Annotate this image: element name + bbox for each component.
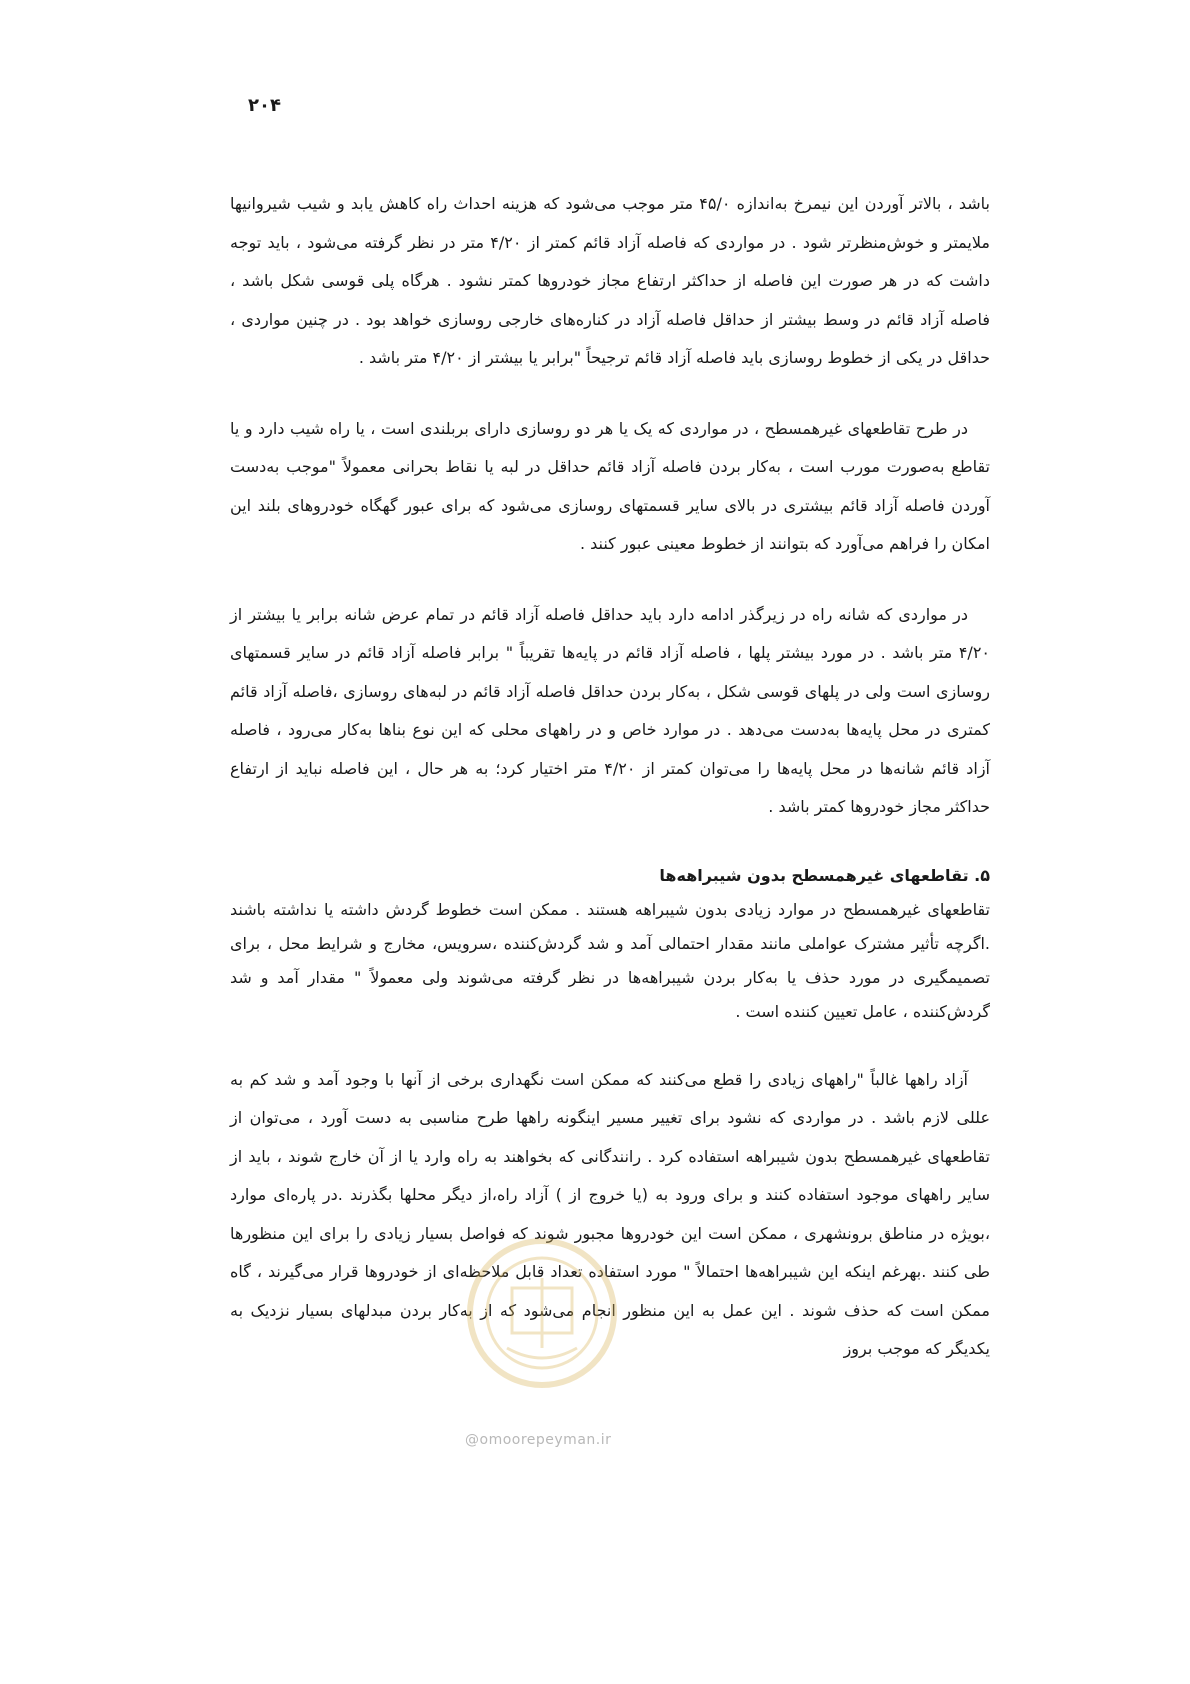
page-number: ۲۰۴ xyxy=(248,95,281,116)
watermark-logo-icon xyxy=(462,1218,622,1408)
paragraph-3: در مواردی که شانه راه در زیرگذر ادامه دارد باید حداقل فاصله آزاد قائم در تمام عرض شانه برابر یا بیشتر از ۴/۲۰ متر باشد . در مورد بیشتر پلها ، فاصله آزاد قائم در پایه‌ها تقریباً " برابر فاصله آزاد قائم در سایر قسمتهای روسازی است ولی در پلهای قوسی شکل ، به‌کار بردن حداقل فاصله آزاد قائم در لبه‌های روسازی ،فاصله آزاد قائم کمتری در محل پایه‌ها به‌دست می‌دهد . در موارد خاص و در راههای محلی که این نوع بناها به‌کار می‌رود ، فاصله آزاد قائم شانه‌ها در محل پایه‌ها را می‌توان کمتر از ۴/۲۰ متر اختیار کرد؛ به هر حال ، این فاصله نباید از ارتفاع حداکثر مجاز خودروها کمتر باشد . xyxy=(230,604,991,816)
paragraph-1: باشد ، بالاتر آوردن این نیمرخ به‌اندازه ۴۵/۰ متر موجب می‌شود که هزینه احداث راه کاهش یابد و شیب شیروانیها ملایمتر و خوش‌منظرتر شود . در مواردی که فاصله آزاد قائم کمتر از ۴/۲۰ متر در نظر گرفته می‌شود ، باید توجه داشت که در هر صورت این فاصله از حداکثر ارتفاع مجاز خودروها کمتر نشود . هرگاه پلی قوسی شکل باشد ، فاصله آزاد قائم در وسط بیشتر از حداقل فاصله آزاد در کناره‌های خارجی روسازی خواهد بود . در چنین مواردی ، حداقل در یکی از خطوط روسازی باید فاصله آزاد قائم ترجیحاً "برابر یا بیشتر از ۴/۲۰ متر باشد . xyxy=(230,194,990,367)
watermark-text: @omoorepeyman.ir xyxy=(465,1432,612,1448)
section-heading: ۵. تقاطعهای غیرهمسطح بدون شیبراهه‌ها xyxy=(659,865,990,885)
section-paragraph-1: تقاطعهای غیرهمسطح در موارد زیادی بدون شیبراهه هستند . ممکن است خطوط گردش داشته یا نداشته باشند .اگرچه تأثیر مشترک عواملی مانند مقدار احتمالی آمد و شد گردش‌کننده ،سرویس، مخارج و شرایط محل ، برای تصمیمگیری در مورد حذف یا به‌کار بردن شیبراهه‌ها در نظر گرفته می‌شوند ولی معمولاً " مقدار آمد و شد گردش‌کننده ، عامل تعیین کننده است . xyxy=(230,899,990,1021)
section-paragraph-2: آزاد راهها غالباً "راههای زیادی را قطع می‌کنند که ممکن است نگهداری برخی از آنها با وجود آمد و شد کم به عللی لازم باشد . در مواردی که نشود برای تغییر مسیر اینگونه راهها طرح مناسبی به دست آورد ، می‌توان از تقاطعهای غیرهمسطح بدون شیبراهه استفاده کرد . رانندگانی که بخواهند به راه وارد یا از آن خارج شوند ، باید از سایر راههای موجود استفاده کنند و برای ورود به (یا خروج از ) آزاد راه،از دیگر محلها بگذرند .در پاره‌ای موارد ،بویژه در مناطق برونشهری ، ممکن است این خودروها مجبور شوند که فواصل بسیار زیادی را برای این منظورها طی کنند .بهرغم اینکه این شیبراهه‌ها احتمالاً " مورد استفاده تعداد قابل ملاحظه‌ای از خودروها قرار می‌گیرند ، گاه ممکن است که حذف شوند . این عمل به این منظور انجام می‌شود که از به‌کار بردن مبدلهای بسیار نزدیک به یکدیگر که موجب بروز xyxy=(230,1069,990,1358)
paragraph-2: در طرح تقاطعهای غیرهمسطح ، در مواردی که یک یا هر دو روسازی دارای بربلندی است ، یا راه شیب دارد و یا تقاطع به‌صورت مورب است ، به‌کار بردن فاصله آزاد قائم حداقل در لبه یا نقاط بحرانی معمولاً "موجب به‌دست آوردن فاصله آزاد قائم بیشتری در بالای سایر قسمتهای روسازی می‌شود که برای عبور گهگاه خودروهای بلند این امکان را فراهم می‌آورد که بتوانند از خطوط معینی عبور کنند . xyxy=(230,418,990,553)
